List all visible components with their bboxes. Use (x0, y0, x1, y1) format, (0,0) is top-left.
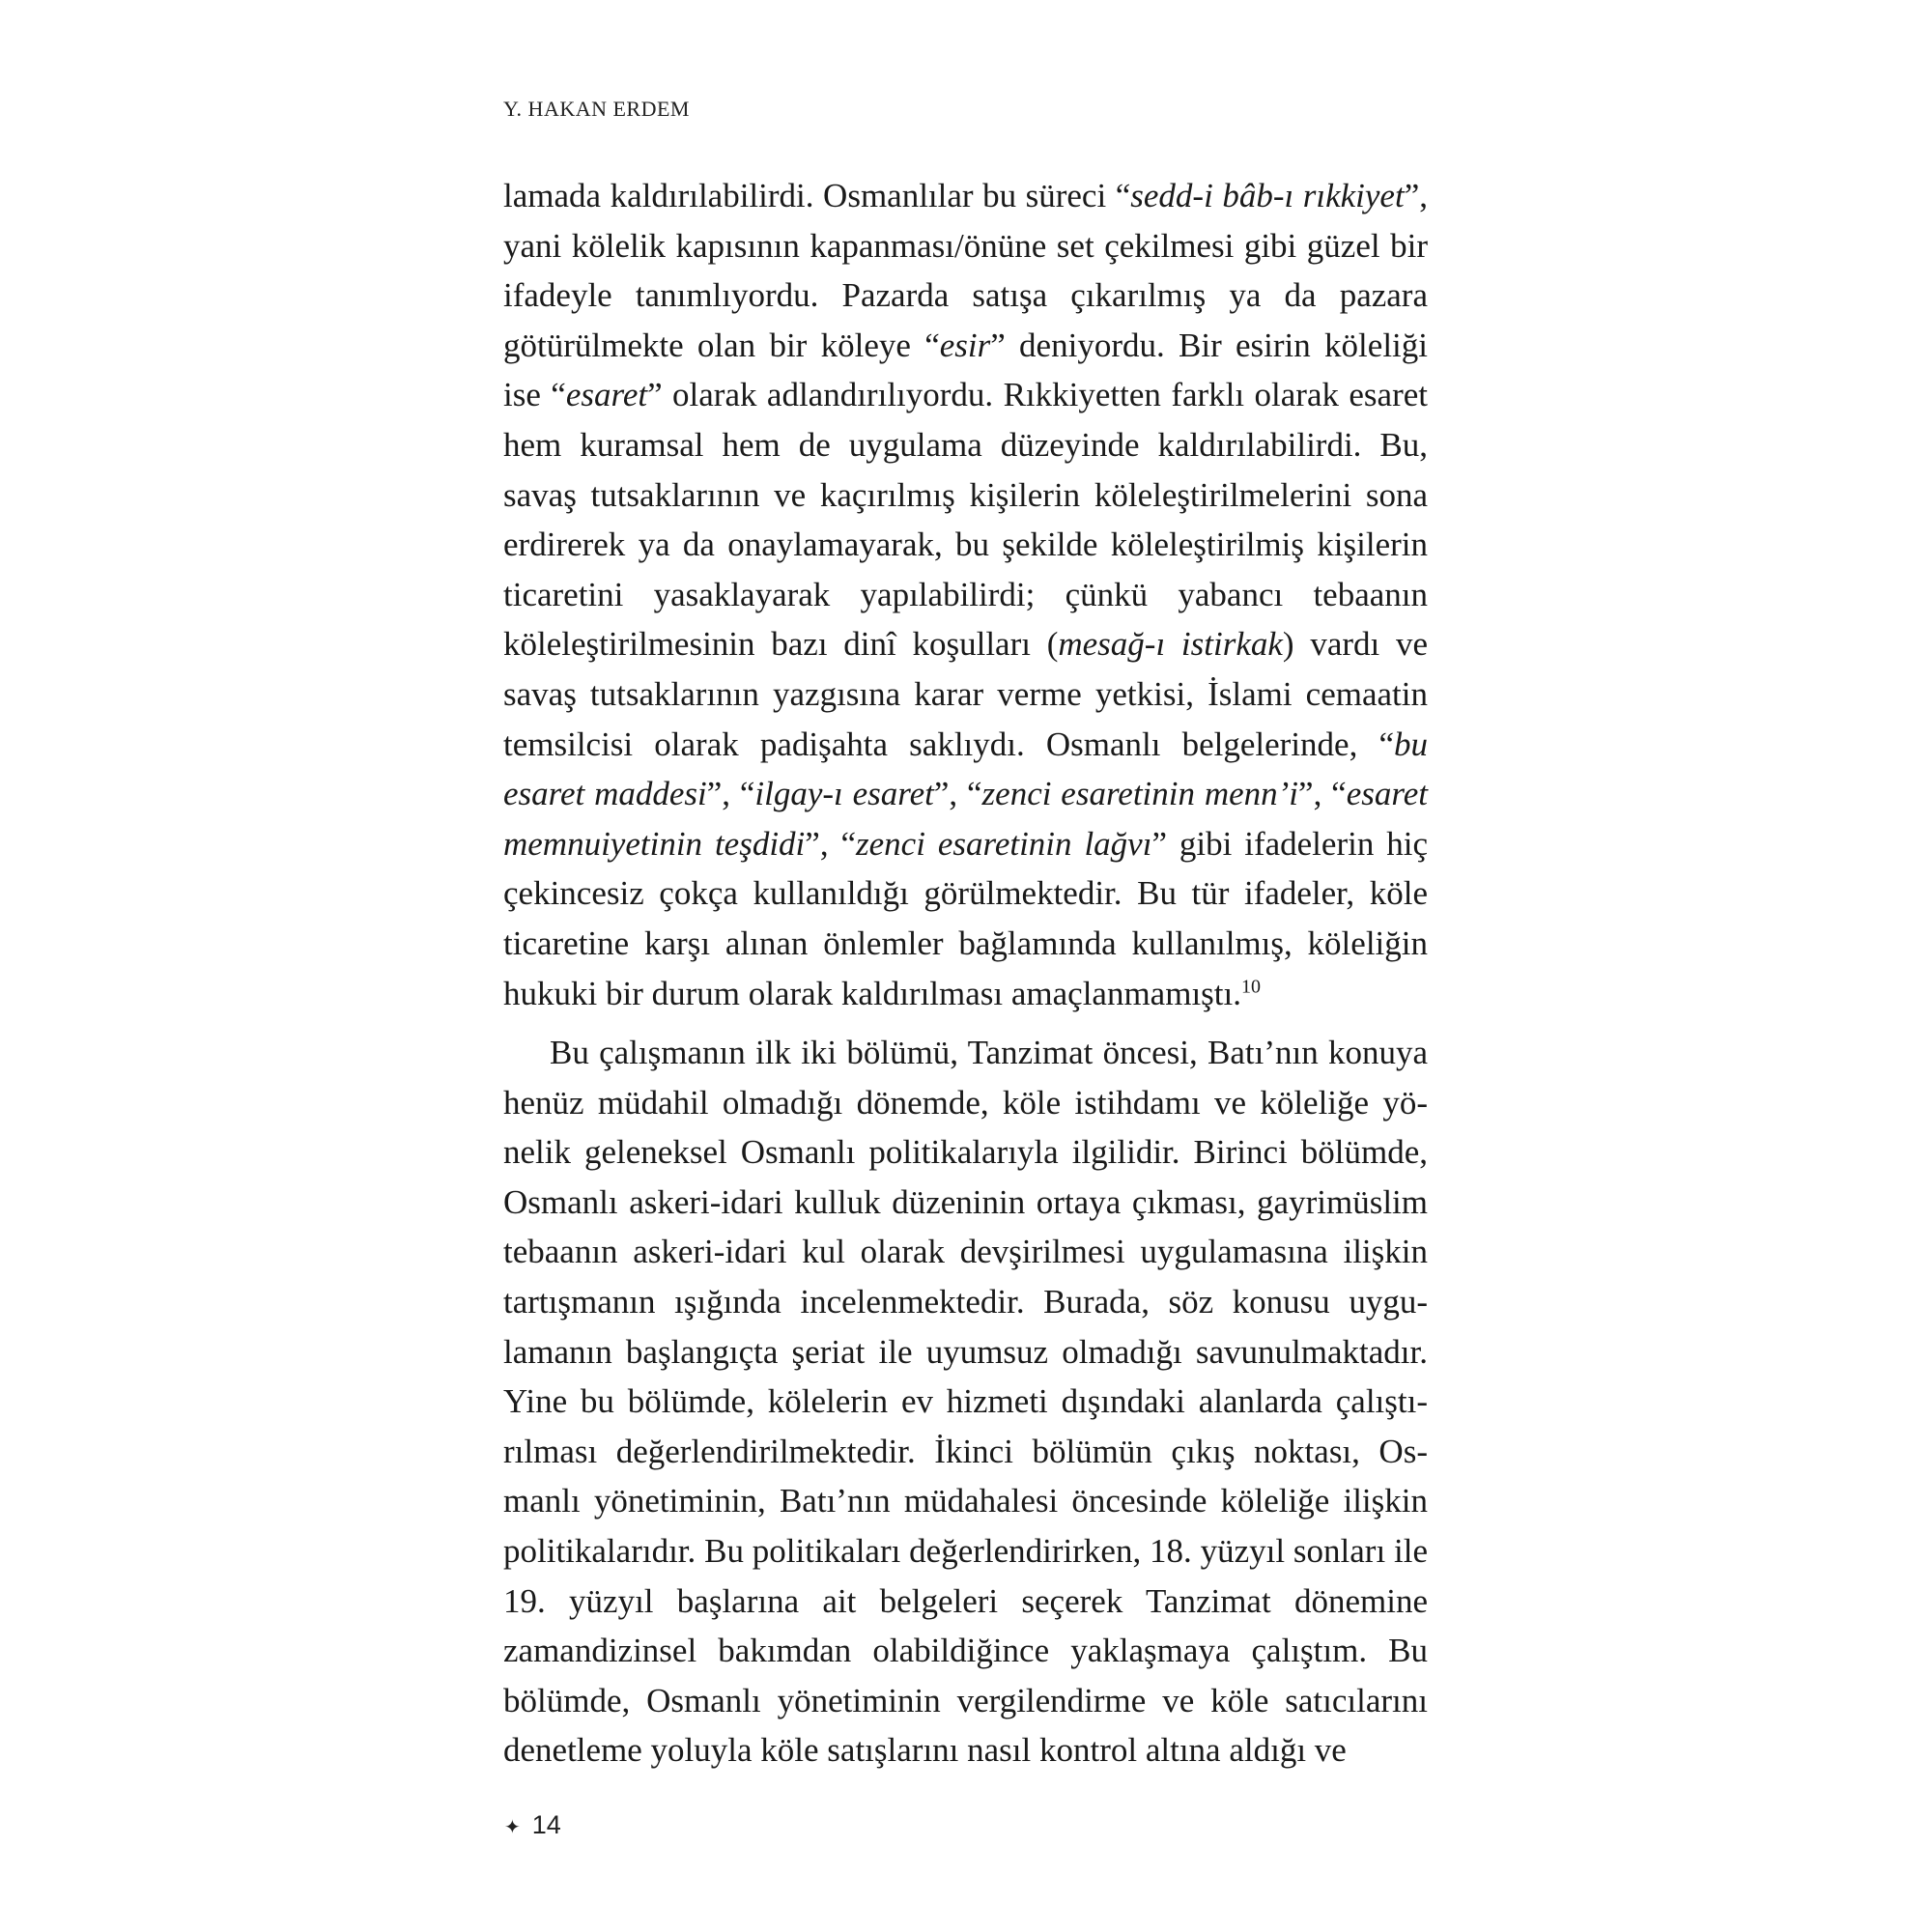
paragraph-2: Bu çalışmanın ilk iki bölümü, Tanzimat öncesi, Batı’nın konuya henüz müdahil olmadığı dönemde, köle istihdamı ve köleliğe yönelik geleneksel Osmanlı politikalarıyla ilgilidir. Birinci bölümde, Osmanlı askeri-idari kulluk düzeninin ortaya çıkması, gayrimüslim tebaanın askeri-idari kul olarak devşirilmesi uygulamasına ilişkin tartışmanın ışığında incelenmektedir. Burada, söz konusu uygulamanın başlangıçta şeriat ile uyumsuz olmadığı savunulmaktadır. Yine bu bölümde, kölelerin ev hizmeti dışındaki alanlarda çalıştırılması değerlendirilmektedir. İkinci bölümün çıkış noktası, Osmanlı yönetiminin, Batı’nın müdahalesi öncesinde köleliğe ilişkin politikalarıdır. Bu politikaları değerlendirirken, 18. yüzyıl sonları ile 19. yüzyıl başlarına ait belgeleri seçerek Tanzimat dönemine zamandizinsel bakımdan olabildiğince yaklaşmaya çalıştım. Bu bölümde, Osmanlı yönetiminin vergilendirme ve köle satıcılarını denetleme yoluyla köle satışlarını nasıl kontrol altına aldığı ve (503, 1034, 1428, 1770)
text-run: ”, “ (706, 775, 755, 813)
italic-term: esaret (565, 376, 648, 414)
text-run: ” olarak adlandırılıyordu. Rıkkiyetten farklı olarak esaret hem kuramsal hem de uygulama düzeyinde kaldırılabilirdi. Bu, savaş tutsaklarının ve kaçırılmış kişilerin köleleştirilmelerini sona erdirerek ya da onaylamayarak, bu şekilde köleleştirilmiş kişilerin ticaretini yasaklayarak yapılabilirdi; çünkü yabancı tebaanın köleleştirilmesinin bazı dinî koşulları ( (503, 376, 1429, 664)
text-run: ”, “ (933, 775, 982, 813)
body-text (503, 171, 1428, 1776)
text-run: ”, yani kölelik kapısının kapanması/önüne set çekilmesi gibi güzel bir ifadeyle tanımlıyordu. Pazarda satışa çıkarılmış ya da pazara götürülmekte olan bir köleye “ (503, 177, 1428, 364)
italic-term: esir (939, 326, 991, 364)
page-footer (504, 1810, 561, 1840)
text-run: lamada kaldırılabilirdi. Osmanlılar bu süreci “ (503, 177, 1131, 214)
text-run: ”, “ (805, 824, 857, 863)
italic-term: sedd-i bâb-ı rıkkiyet (1130, 177, 1405, 214)
text-run: ”, “ (1298, 775, 1347, 813)
text-run: ” deniyordu. Bir esirin köleliği ise “ (503, 326, 1428, 414)
italic-term: ilgay-ı esaret (754, 775, 934, 813)
italic-term: bu esaret maddesi (503, 724, 1428, 813)
ornament-icon: ✦ (504, 1817, 521, 1838)
italic-term: mesağ-ı istirkak (1058, 625, 1283, 664)
italic-term: esaret memnuiyetinin teşdidi (503, 775, 1428, 863)
paragraph-1 (503, 171, 1428, 1018)
footnote-ref: 10 (1240, 975, 1261, 997)
italic-term: zenci esaretinin lağvı (856, 824, 1152, 863)
running-head: Y. HAKAN ERDEM (503, 97, 690, 121)
text-run: ” gibi ifadelerin hiç çekincesiz çokça kullanıldığı görülmektedir. Bu tür ifadeler, köle ticaretine karşı alınan önlemler bağlamında kullanılmış, köleliğin hukuki bir durum olarak kaldırılması amaçlanmamıştı. (503, 824, 1428, 1012)
italic-term: zenci esaretinin menn’i (981, 775, 1299, 813)
text-run: ) vardı ve savaş tutsaklarının yazgısına karar verme yetkisi, İslami cemaatin temsilcisi olarak padişahta saklıydı. Osmanlı belgelerinde, “ (503, 625, 1429, 763)
page-number: 14 (531, 1810, 561, 1839)
